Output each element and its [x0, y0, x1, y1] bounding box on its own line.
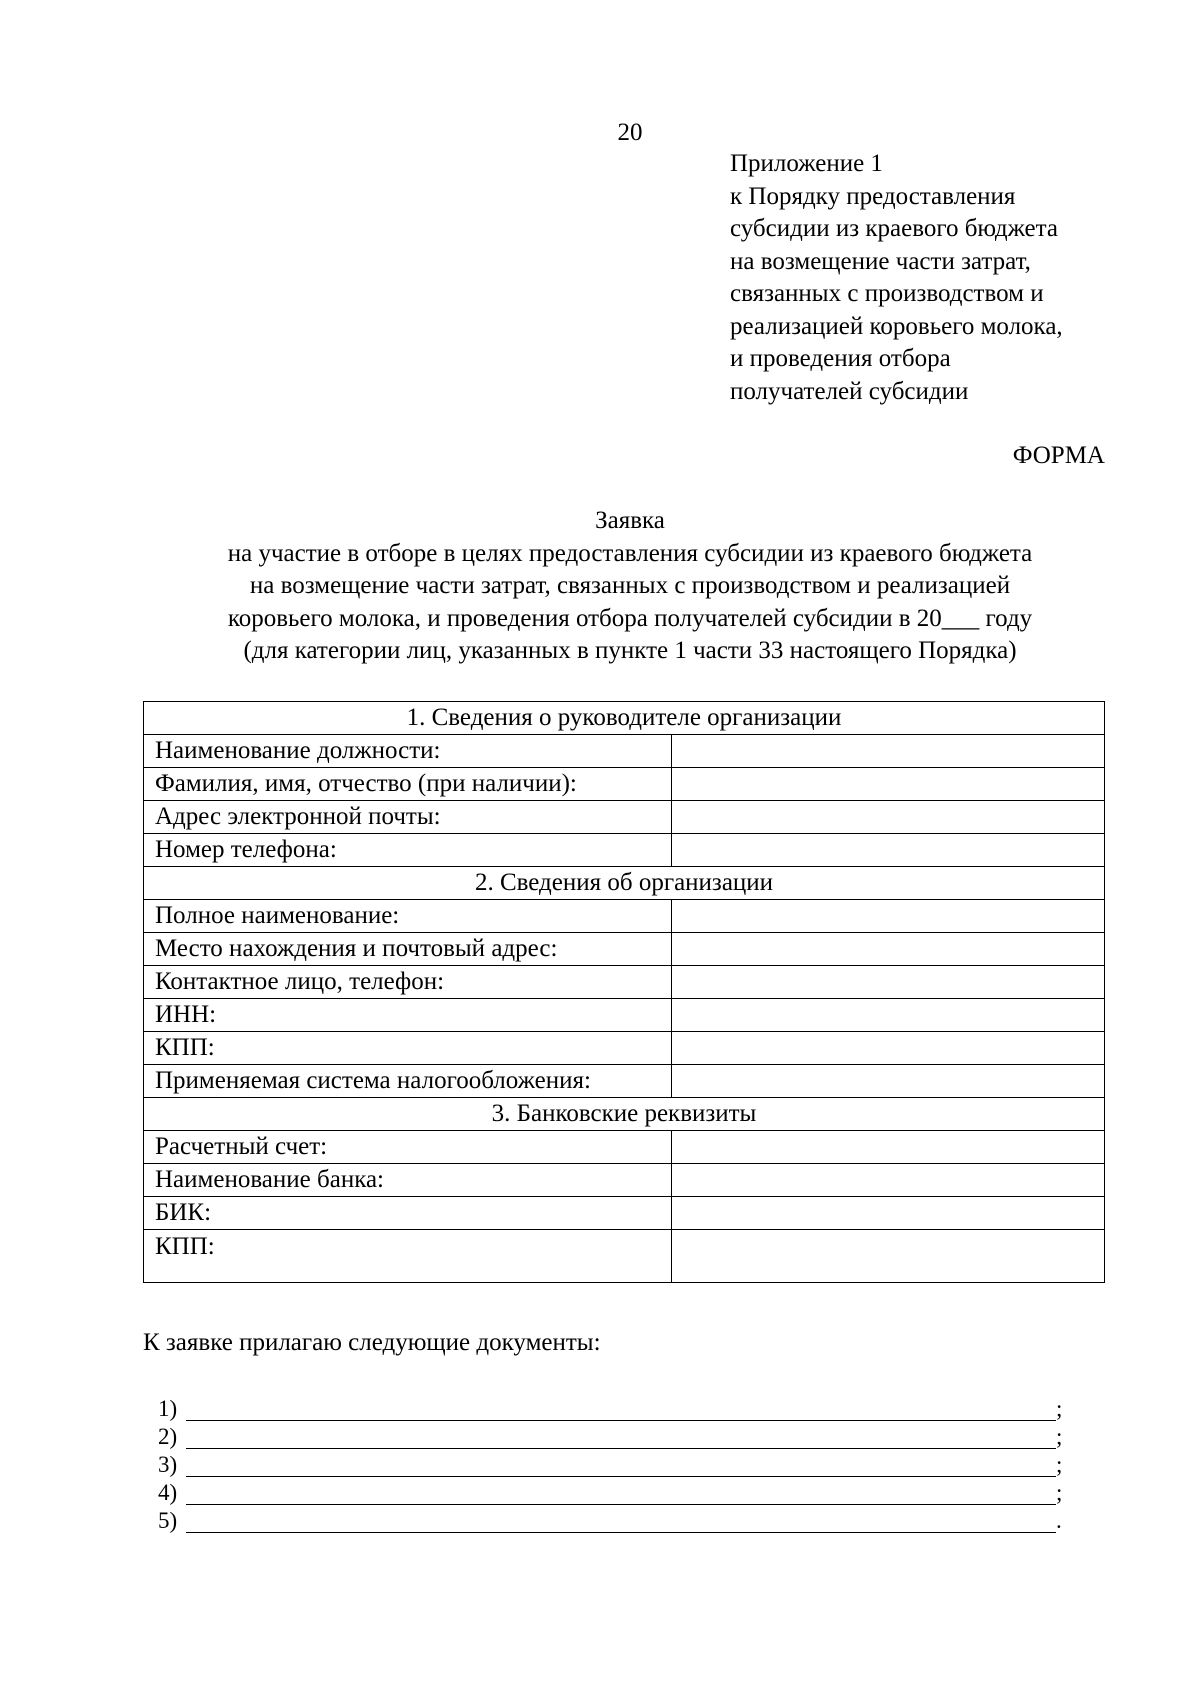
- table-row: [144, 768, 1105, 801]
- field-value-cell[interactable]: [672, 1197, 1105, 1230]
- document-title: [100, 505, 1160, 668]
- list-item-number: 4): [158, 1480, 178, 1505]
- section-title: 2. Сведения об организации: [144, 867, 1105, 900]
- title-heading: Заявка: [595, 507, 665, 534]
- application-form-table: [143, 701, 1105, 1283]
- page-number: 20: [617, 119, 643, 146]
- section-header-row: [144, 1098, 1105, 1131]
- field-value-cell[interactable]: [672, 735, 1105, 768]
- field-value-cell[interactable]: [672, 801, 1105, 834]
- appendix-line: субсидии из краевого бюджета: [730, 215, 1058, 242]
- table-row: [144, 900, 1105, 933]
- title-line: на участие в отборе в целях предоставления субсидии из краевого бюджета: [227, 539, 1033, 567]
- appendix-line: на возмещение части затрат,: [730, 247, 1031, 275]
- field-label: Наименование должности:: [144, 735, 672, 768]
- table-row: [144, 1131, 1105, 1164]
- field-label: Полное наименование:: [144, 900, 672, 933]
- table-row: [144, 735, 1105, 768]
- appendix-line: Приложение 1: [730, 150, 883, 177]
- field-value-cell[interactable]: [672, 1230, 1105, 1283]
- title-line: на возмещение части затрат, связанных с производством и реализацией: [249, 572, 1011, 599]
- form-label: ФОРМА: [1012, 442, 1105, 469]
- list-item-punctuation: ;: [1056, 1452, 1063, 1477]
- field-value-cell[interactable]: [672, 1065, 1105, 1098]
- list-item: [158, 1421, 1078, 1449]
- list-item-number: 2): [158, 1424, 178, 1449]
- field-label: КПП:: [144, 1032, 672, 1065]
- field-value-cell[interactable]: [672, 933, 1105, 966]
- table-row: [144, 1164, 1105, 1197]
- appendix-line: реализацией коровьего молока,: [730, 312, 1063, 340]
- appendix-header: [730, 148, 1150, 408]
- appendix-line: связанных с производством и: [730, 280, 1044, 307]
- table-row: [144, 966, 1105, 999]
- section-header-row: [144, 702, 1105, 735]
- section-header-row: [144, 867, 1105, 900]
- list-item-number: 1): [158, 1396, 178, 1421]
- title-line: коровьего молока, и проведения отбора получателей субсидии в 20___ году: [227, 604, 1033, 632]
- field-label: Фамилия, имя, отчество (при наличии):: [144, 768, 672, 801]
- blank-line[interactable]: [186, 1426, 1056, 1449]
- field-label: БИК:: [144, 1197, 672, 1230]
- field-label: ИНН:: [144, 999, 672, 1032]
- table-row: [144, 999, 1105, 1032]
- list-item: [158, 1505, 1078, 1533]
- field-value-cell[interactable]: [672, 1032, 1105, 1065]
- field-label: Контактное лицо, телефон:: [144, 966, 672, 999]
- list-item-number: 5): [158, 1508, 178, 1533]
- attachments-list: [158, 1393, 1078, 1533]
- list-item: [158, 1449, 1078, 1477]
- field-value-cell[interactable]: [672, 1131, 1105, 1164]
- field-label: Расчетный счет:: [144, 1131, 672, 1164]
- list-item-punctuation: .: [1056, 1508, 1062, 1533]
- table-row: [144, 801, 1105, 834]
- section-title: 1. Сведения о руководителе организации: [144, 702, 1105, 735]
- list-item-number: 3): [158, 1452, 178, 1477]
- blank-line[interactable]: [186, 1510, 1056, 1533]
- blank-line[interactable]: [186, 1454, 1056, 1477]
- field-label: Адрес электронной почты:: [144, 801, 672, 834]
- appendix-line: к Порядку предоставления: [730, 182, 1016, 210]
- field-value-cell[interactable]: [672, 900, 1105, 933]
- list-item-punctuation: ;: [1056, 1396, 1063, 1421]
- field-value-cell[interactable]: [672, 999, 1105, 1032]
- blank-line[interactable]: [186, 1482, 1056, 1505]
- field-value-cell[interactable]: [672, 834, 1105, 867]
- field-value-cell[interactable]: [672, 1164, 1105, 1197]
- appendix-line: получателей субсидии: [730, 377, 969, 405]
- field-value-cell[interactable]: [672, 966, 1105, 999]
- title-line: (для категории лиц, указанных в пункте 1 части 33 настоящего Порядка): [243, 637, 1017, 664]
- field-label: КПП:: [144, 1230, 672, 1283]
- list-item: [158, 1393, 1078, 1421]
- table-row: [144, 1230, 1105, 1283]
- field-value-cell[interactable]: [672, 768, 1105, 801]
- field-label: Наименование банка:: [144, 1164, 672, 1197]
- appendix-line: и проведения отбора: [730, 345, 951, 372]
- field-label: Применяемая система налогообложения:: [144, 1065, 672, 1098]
- blank-line[interactable]: [186, 1398, 1056, 1421]
- table-row: [144, 834, 1105, 867]
- list-item-punctuation: ;: [1056, 1480, 1063, 1505]
- table-row: [144, 1197, 1105, 1230]
- attachments-intro: К заявке прилагаю следующие документы:: [143, 1329, 601, 1356]
- table-row: [144, 1065, 1105, 1098]
- table-row: [144, 933, 1105, 966]
- field-label: Номер телефона:: [144, 834, 672, 867]
- field-label: Место нахождения и почтовый адрес:: [144, 933, 672, 966]
- list-item: [158, 1477, 1078, 1505]
- section-title: 3. Банковские реквизиты: [144, 1098, 1105, 1131]
- table-row: [144, 1032, 1105, 1065]
- list-item-punctuation: ;: [1056, 1424, 1063, 1449]
